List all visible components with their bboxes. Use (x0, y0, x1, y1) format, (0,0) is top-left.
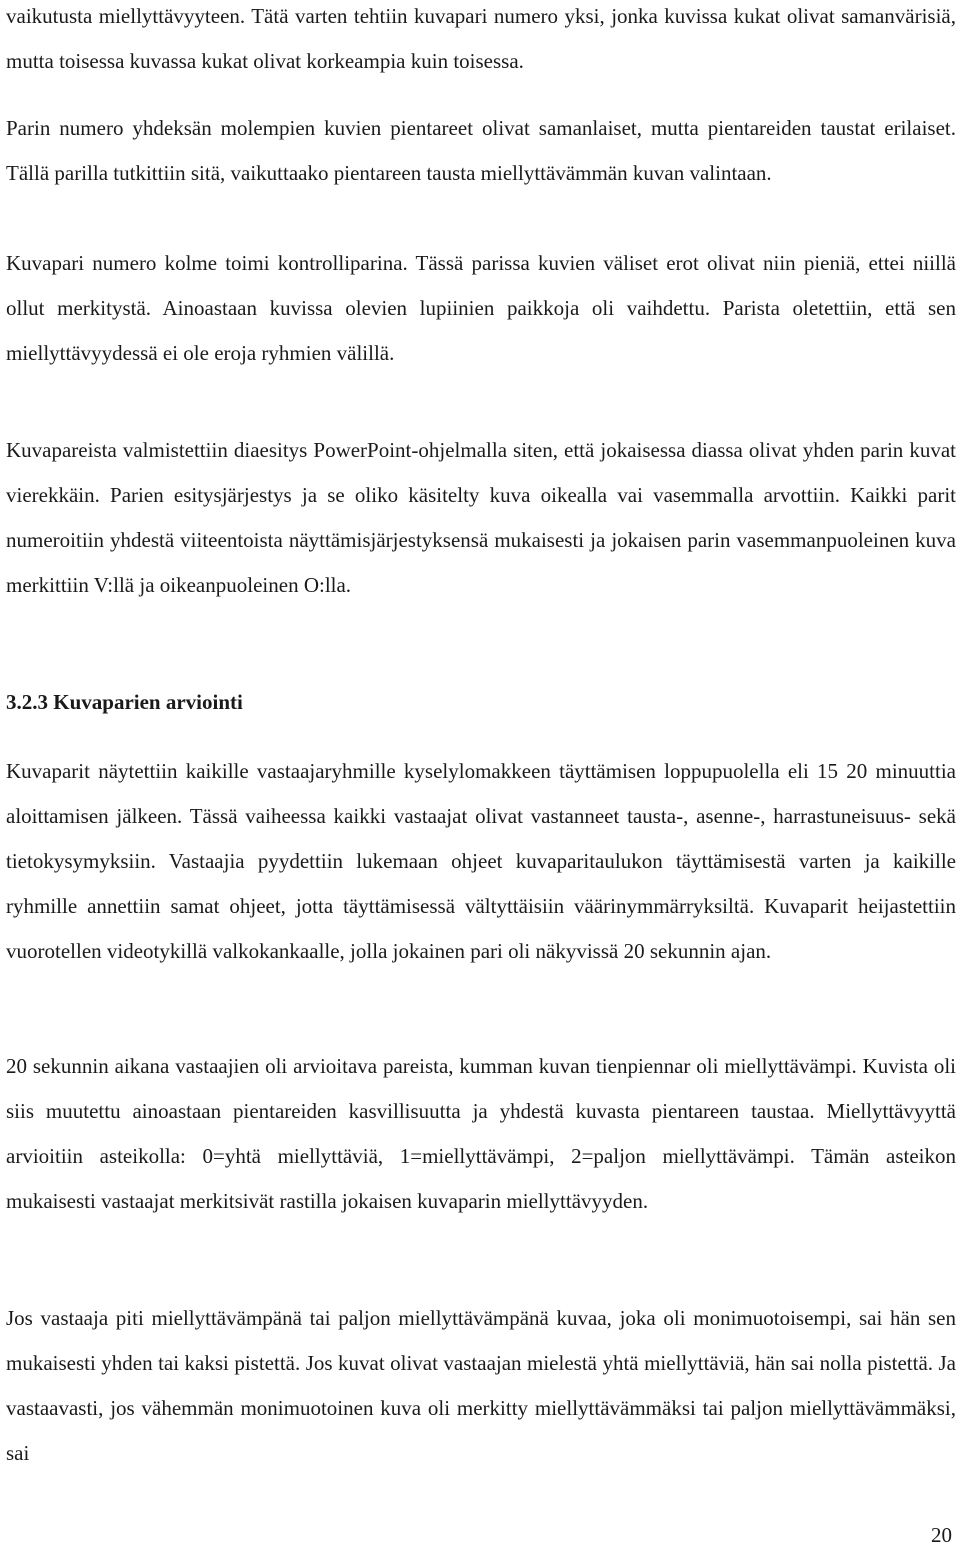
paragraph-1: vaikutusta miellyttävyyteen. Tätä varten tehtiin kuvapari numero yksi, jonka kuvissa kukat olivat samanvärisiä, mutta toisessa kuvassa kukat olivat korkeampia kuin toisessa. (6, 4, 956, 73)
paragraph-2: Parin numero yhdeksän molempien kuvien pientareet olivat samanlaiset, mutta pientareiden taustat erilaiset. Tällä parilla tutkittiin sitä, vaikuttaako pientareen tausta miellyttävämmän kuvan valintaan. (6, 116, 956, 185)
paragraph-5: Kuvaparit näytettiin kaikille vastaajaryhmille kyselylomakkeen täyttämisen loppupuolella eli 15 20 minuuttia aloittamisen jälkeen. Tässä vaiheessa kaikki vastaajat olivat vastanneet tausta-, asenne-, harrastuneisuus- sekä tietokysymyksiin. Vastaajia pyydettiin lukemaan ohjeet kuvaparitaulukon täyttämisestä varten ja kaikille ryhmille annettiin samat ohjeet, jotta täyttämisessä vältyttäisiin väärinymmärryksiltä. Kuvaparit heijastettiin vuorotellen videotykillä valkokankaalle, jolla jokainen pari oli näkyvissä 20 sekunnin ajan. (6, 759, 956, 963)
section-heading: 3.2.3 Kuvaparien arviointi (6, 690, 243, 714)
paragraph-4: Kuvapareista valmistettiin diaesitys PowerPoint-ohjelmalla siten, että jokaisessa diassa olivat yhden parin kuvat vierekkäin. Parien esitysjärjestys ja se oliko käsitelty kuva oikealla vai vasemmalla arvottiin. Kaikki parit numeroitiin yhdestä viiteentoista näyttämisjärjestyksensä mukaisesti ja jokaisen parin vasemmanpuoleinen kuva merkittiin V:llä ja oikeanpuoleinen O:lla. (6, 438, 956, 597)
paragraph-6: 20 sekunnin aikana vastaajien oli arvioitava pareista, kumman kuvan tienpiennar oli miellyttävämpi. Kuvista oli siis muutettu ainoastaan pientareiden kasvillisuutta ja yhdestä kuvasta pientareen taustaa. Miellyttävyyttä arvioitiin asteikolla: 0=yhtä miellyttäviä, 1=miellyttävämpi, 2=paljon miellyttävämpi. Tämän asteikon mukaisesti vastaajat merkitsivät rastilla jokaisen kuvaparin miellyttävyyden. (6, 1054, 956, 1213)
paragraph-3: Kuvapari numero kolme toimi kontrolliparina. Tässä parissa kuvien väliset erot olivat niin pieniä, ettei niillä ollut merkitystä. Ainoastaan kuvissa olevien lupiinien paikkoja oli vaihdettu. Parista oletettiin, että sen miellyttävyydessä ei ole eroja ryhmien välillä. (6, 251, 956, 365)
paragraph-7: Jos vastaaja piti miellyttävämpänä tai paljon miellyttävämpänä kuvaa, joka oli monimuotoisempi, sai hän sen mukaisesti yhden tai kaksi pistettä. Jos kuvat olivat vastaajan mielestä yhtä miellyttäviä, hän sai nolla pistettä. Ja vastaavasti, jos vähemmän monimuotoinen kuva oli merkitty miellyttävämmäksi tai paljon miellyttävämmäksi, sai (6, 1306, 956, 1465)
page-number: 20 (931, 1523, 952, 1547)
